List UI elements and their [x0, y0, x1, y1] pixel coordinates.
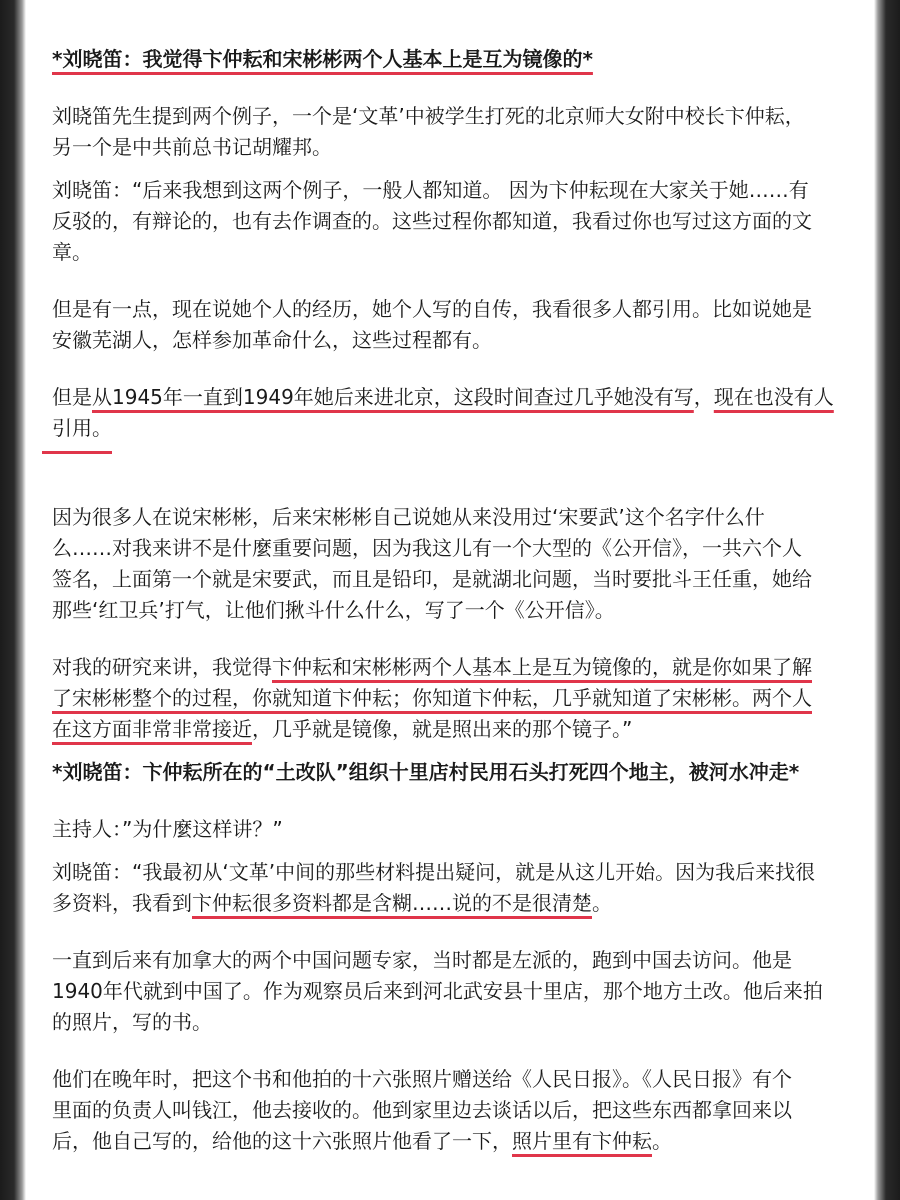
- text-line: 安徽芜湖人，怎样参加革命什么，这些过程都有。: [52, 328, 492, 352]
- text-run: ，几乎就是镜像，就是照出来的那个镜子。”: [252, 717, 633, 741]
- text-line: 刘晓笛：“我最初从‘文革’中间的那些材料提出疑问，就是从这儿开始。因为我后来找很: [52, 860, 816, 884]
- article-body: [52, 44, 852, 1157]
- heading-text: *刘晓笛：我觉得卞仲耘和宋彬彬两个人基本上是互为镜像的*: [52, 47, 593, 71]
- text-run: 多资料，我看到: [52, 891, 192, 915]
- text-line: 的照片，写的书。: [52, 1010, 212, 1034]
- paragraph-canada: [52, 945, 852, 1038]
- text-run: 但是: [52, 385, 92, 409]
- text-line: 因为很多人在说宋彬彬，后来宋彬彬自己说她从来没用过‘宋要武’这个名字什么什: [52, 505, 765, 529]
- highlighted-text: 在这方面非常非常接近: [52, 717, 252, 741]
- highlighted-text: 卞仲耘和宋彬彬两个人基本上是互为镜像的，就是你如果了解: [272, 655, 812, 679]
- red-underline-mark: [42, 451, 112, 454]
- text-line: 签名，上面第一个就是宋要武，而且是铅印，是就湖北问题，当时要批斗王任重，她给: [52, 567, 812, 591]
- text-line: 另一个是中共前总书记胡耀邦。: [52, 135, 332, 159]
- paragraph-quote: [52, 857, 852, 919]
- paragraph-photos: [52, 1064, 852, 1157]
- text-run: 。: [592, 891, 612, 915]
- text-line: [52, 1126, 852, 1157]
- text-line: 那些‘红卫兵’打气，让他们揪斗什么什么，写了一个《公开信》。: [52, 598, 615, 622]
- text-line: 刘晓笛：“后来我想到这两个例子，一般人都知道。 因为卞仲耘现在大家关于她……有: [52, 178, 809, 202]
- text-run: 后，他自己写的，给他的这十六张照片他看了一下，: [52, 1129, 512, 1153]
- paragraph-intro: [52, 101, 852, 163]
- page-edge-left: [0, 0, 26, 1200]
- text-run: 。: [652, 1129, 672, 1153]
- text-line: 但是有一点，现在说她个人的经历，她个人写的自传，我看很多人都引用。比如说她是: [52, 297, 812, 321]
- text-line: 章。: [52, 240, 92, 264]
- text-run: ，: [693, 385, 714, 409]
- text-line: [52, 413, 852, 444]
- text-line: 么……对我来讲不是什麼重要问题，因为我这儿有一个大型的《公开信》，一共六个人: [52, 536, 802, 560]
- paragraph-point: [52, 294, 852, 356]
- text-line: [52, 382, 852, 413]
- text-line: 反驳的，有辩论的，也有去作调查的。这些过程你都知道，我看过你也写过这方面的文: [52, 209, 812, 233]
- text-line: [52, 652, 852, 683]
- text-line: [52, 888, 852, 919]
- highlighted-text: 从1945年一直到1949年她后来进北京，这段时间查过几乎她没有写: [92, 385, 694, 409]
- text-line: 里面的负责人叫钱江，他去接收的。他到家里边去谈话以后，把这些东西都拿回来以: [52, 1098, 792, 1122]
- text-run: 对我的研究来讲，我觉得: [52, 655, 272, 679]
- paragraph-mirror: [52, 652, 852, 745]
- highlighted-text: 了宋彬彬整个的过程，你就知道卞仲耘；你知道卞仲耘，几乎就知道了宋彬彬。两个人: [52, 686, 812, 710]
- highlighted-text: 现在也没有人: [713, 385, 834, 409]
- text-line: [52, 683, 852, 714]
- highlighted-text: 卞仲耘很多资料都是含糊……说的不是很清楚: [192, 891, 592, 915]
- text-line: 1940年代就到中国了。作为观察员后来到河北武安县十里店，那个地方土改。他后来拍: [52, 979, 823, 1003]
- text-line: 一直到后来有加拿大的两个中国问题专家，当时都是左派的，跑到中国去访问。他是: [52, 948, 792, 972]
- paragraph-song: [52, 502, 852, 626]
- paragraph-quote: [52, 175, 852, 268]
- section-heading: [52, 44, 852, 75]
- page-edge-right: [874, 0, 900, 1200]
- text-line: 他们在晚年时，把这个书和他拍的十六张照片赠送给《人民日报》。《人民日报》有个: [52, 1067, 792, 1091]
- text-line: [52, 714, 852, 745]
- paragraph-1945: [52, 382, 852, 444]
- text-line: 刘晓笛先生提到两个例子，一个是‘文革’中被学生打死的北京师大女附中校长卞仲耘，: [52, 104, 805, 128]
- highlighted-text: 照片里有卞仲耘: [512, 1129, 652, 1153]
- section-heading: [52, 757, 852, 788]
- text-run: 引用。: [52, 416, 112, 440]
- paragraph-host: 主持人：”为什麼这样讲？”: [52, 817, 283, 841]
- heading-text: *刘晓笛：卞仲耘所在的“土改队”组织十里店村民用石头打死四个地主，被河水冲走*: [52, 760, 800, 784]
